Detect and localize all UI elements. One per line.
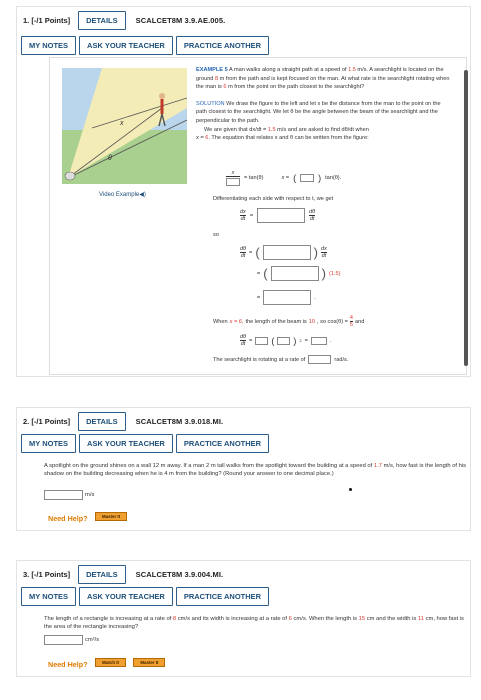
problem-code: SCALCET8M 3.9.004.MI. (135, 569, 224, 579)
speaker-icon: ◀) (139, 192, 146, 198)
question-2-text: A spotlight on the ground shines on a wall 12 m away. If a man 2 m tall walks from the spotlight toward the building at a speed of 1.7 m/s, how fast is the length of his shadow on the building decreasing when he is 4 m from the building? (Round your answer to one decimal place.) (44, 463, 467, 478)
practice-another-button[interactable]: PRACTICE ANOTHER (176, 36, 269, 55)
question-3-text: The length of a rectangle is increasing at a rate of 8 cm/s and its width is increasing at a rate of 6 cm/s. When the length is 15 cm and the width is 11 cm, how fast is the area of the rectangle increasing? (44, 616, 464, 631)
scrollbar[interactable] (464, 70, 468, 366)
answer-row: cm²/s (44, 635, 99, 645)
dtheta-equation-3: = . (257, 290, 316, 305)
question-3-actions (21, 587, 269, 606)
given-x-statement: x = 6. The equation that relates x and θ can be written from the figure: (196, 135, 369, 142)
dtheta-equation-1: $\frac{d\theta}{dt}$ = ( ) $\frac{dx}{dt}$ (240, 245, 327, 260)
watch-it-button[interactable]: Watch It (95, 658, 126, 667)
derivative-equation: $\frac{dx}{dt}$ = $\frac{d\theta}{dt}$ (240, 209, 316, 222)
example-statement: EXAMPLE 5 A man walks along a straight path at a speed of 1.5 m/s. A searchlight is located on the ground 8 m from the path and is kept focused on the man. At what rate is the searchlight rotating when the man is 6 m from the point on the path closest to the searchlight? (196, 67, 450, 91)
differentiate-text: Differentiating each side with respect to t, we get (213, 196, 334, 202)
answer-box-final-3[interactable] (311, 337, 327, 345)
answer-box-rate[interactable] (308, 355, 331, 364)
master-it-button[interactable]: Master It (95, 512, 127, 521)
ask-teacher-button[interactable]: ASK YOUR TEACHER (79, 434, 173, 453)
problem-code: SCALCET8M 3.9.018.MI. (135, 416, 224, 426)
details-button[interactable]: DETAILS (78, 565, 126, 584)
searchlight-figure (62, 68, 187, 184)
relation-equation: x = tan(θ) x = ( ) tan(θ). (226, 170, 341, 186)
answer-input[interactable] (44, 635, 83, 645)
answer-box-final-1[interactable] (255, 337, 268, 345)
rate-statement: The searchlight is rotating at a rate of rad/s. (213, 356, 349, 363)
answer-box-ratio-denominator[interactable] (226, 178, 240, 186)
master-it-button[interactable]: Master It (133, 658, 165, 667)
question-2-header (17, 408, 470, 434)
practice-another-button[interactable]: PRACTICE ANOTHER (176, 434, 269, 453)
answer-input[interactable] (44, 490, 83, 500)
my-notes-button[interactable]: MY NOTES (21, 36, 76, 55)
answer-box-dtheta-factor[interactable] (263, 245, 311, 260)
question-number: 3. [-/1 Points] (23, 569, 71, 579)
when-statement: When x = 6, the length of the beam is 10 , so cos(θ) = $\frac{4}{5}$ and (213, 315, 365, 328)
need-help-row: Need Help? Master It (48, 508, 127, 526)
question-2 (16, 407, 471, 531)
answer-box-final-2[interactable] (277, 337, 290, 345)
details-button[interactable]: DETAILS (78, 11, 126, 30)
my-notes-button[interactable]: MY NOTES (21, 587, 76, 606)
question-number: 2. [-/1 Points] (23, 416, 71, 426)
dtheta-equation-2: = ( ) (1.5) (257, 266, 341, 281)
question-1-actions (21, 36, 269, 55)
problem-code: SCALCET8M 3.9.AE.005. (135, 15, 226, 25)
answer-box-derivative[interactable] (257, 208, 305, 223)
so-label: so (213, 232, 219, 238)
question-2-actions (21, 434, 269, 453)
ask-teacher-button[interactable]: ASK YOUR TEACHER (79, 587, 173, 606)
answer-box-dtheta-value[interactable] (263, 290, 311, 305)
example-text (196, 66, 450, 143)
answer-row: m/s (44, 490, 94, 500)
solution-statement: SOLUTION We draw the figure to the left and let x be the distance from the man to the point on the path closest to the searchlight. We let θ be the angle between the beam of the searchlight and the perpendicular to the path. (196, 100, 441, 124)
answer-box-dtheta-factor-2[interactable] (271, 266, 319, 281)
searchlight-diagram (62, 68, 187, 184)
my-notes-button[interactable]: MY NOTES (21, 434, 76, 453)
given-statement: We are given that dx/dt = 1.5 m/s and are asked to find dθ/dt when (204, 126, 369, 133)
cursor-dot (349, 488, 352, 491)
need-help-row: Need Help? Watch It Master It (48, 654, 165, 672)
answer-box-x-coefficient[interactable] (300, 174, 314, 182)
example-panel (49, 57, 467, 375)
question-1-header (17, 7, 470, 33)
practice-another-button[interactable]: PRACTICE ANOTHER (176, 587, 269, 606)
ask-teacher-button[interactable]: ASK YOUR TEACHER (79, 36, 173, 55)
figure-x-label: x (120, 120, 124, 127)
question-3-header (17, 561, 470, 587)
figure-theta-label: θ (108, 155, 112, 162)
details-button[interactable]: DETAILS (78, 412, 126, 431)
question-3 (16, 560, 471, 677)
video-example-link[interactable]: Video Example◀) (99, 192, 146, 198)
question-number: 1. [-/1 Points] (23, 15, 71, 25)
final-equation: $\frac{d\theta}{dt}$ = ( ) 2 = . (240, 334, 332, 347)
